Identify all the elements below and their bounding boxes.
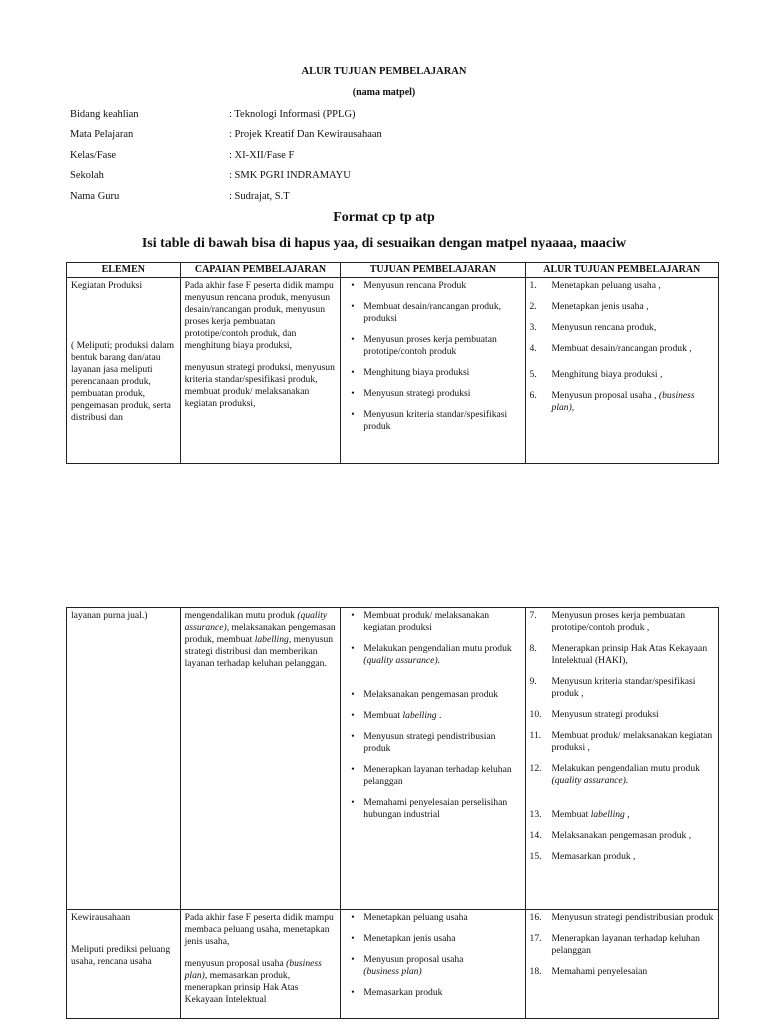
- list-item: 10. Menyusun strategi produksi: [529, 709, 659, 720]
- info-value-sekolah: : SMK PGRI INDRAMAYU: [229, 170, 351, 181]
- elemen-desc: Meliputi prediksi peluang usaha, rencana usaha: [71, 944, 171, 967]
- format-heading: Format cp tp atp: [333, 210, 435, 225]
- document-title: ALUR TUJUAN PEMBELAJARAN: [301, 66, 467, 77]
- list-item: • Menyusun proposal usaha (business plan): [363, 954, 520, 978]
- capaian-text: menyusun proposal usaha (business plan), memasarkan produk, menerapkan prinsip Hak Atas Kekayaan Intelektual: [184, 958, 322, 1005]
- list-item: • Menyusun kriteria standar/spesifikasi produk: [363, 409, 520, 433]
- list-item: • Memasarkan produk: [363, 987, 520, 999]
- list-item: 3. Menyusun rencana produk,: [529, 322, 657, 333]
- info-value-guru: : Sudrajat, S.T: [229, 191, 290, 202]
- list-item: 11. Membuat produk/ melaksanakan kegiatan produksi ,: [529, 730, 713, 753]
- list-item: • Memahami penyelesaian perselisihan hubungan industrial: [363, 797, 520, 821]
- info-label-guru: Nama Guru: [70, 191, 120, 202]
- tujuan-cell: [341, 278, 525, 464]
- list-item: 18. Memahami penyelesaian: [529, 966, 648, 977]
- header-elemen: ELEMEN: [67, 263, 181, 278]
- capaian-text: Pada akhir fase F peserta didik mampu menyusun rencana produk, menyusun desain/rancangan produk, menyusun proses kerja pembuatan prototipe/contoh produk, dan menghitung biaya produksi,: [184, 280, 334, 351]
- capaian-cell: [180, 910, 341, 1019]
- tujuan-list: [345, 912, 520, 999]
- list-item: • Melakukan pengendalian mutu produk (quality assurance).: [363, 643, 520, 667]
- elemen-cell: [67, 910, 181, 1019]
- header-tujuan: TUJUAN PEMBELAJARAN: [341, 263, 525, 278]
- list-item: • Membuat desain/rancangan produk, produksi: [363, 301, 520, 325]
- list-item: 6. Menyusun proposal usaha , (business plan),: [529, 390, 695, 413]
- table-header-row: [67, 263, 719, 278]
- elemen-cell: [67, 278, 181, 464]
- list-item: • Menyusun proses kerja pembuatan prototipe/contoh produk: [363, 334, 520, 358]
- instruction-note: Isi table di bawah bisa di hapus yaa, di sesuaikan dengan matpel nyaaaa, maaciw: [141, 236, 627, 251]
- alur-cell: [525, 278, 718, 464]
- list-item: 16. Menyusun strategi pendistribusian produk: [529, 912, 714, 923]
- table-row: [67, 608, 719, 910]
- list-item: • Menerapkan layanan terhadap keluhan pelanggan: [363, 764, 520, 788]
- tujuan-cell: [341, 910, 525, 1019]
- alur-list: [530, 610, 714, 863]
- learning-table-part2: [66, 607, 719, 1019]
- elemen-name: layanan purna jual.): [71, 610, 148, 621]
- header-alur: ALUR TUJUAN PEMBELAJARAN: [525, 263, 718, 278]
- list-item: 4. Membuat desain/rancangan produk ,: [529, 343, 692, 354]
- elemen-cell: [67, 608, 181, 910]
- elemen-name: Kewirausahaan: [71, 912, 131, 923]
- list-item: 8. Menerapkan prinsip Hak Atas Kekayaan Intelektual (HAKI),: [529, 643, 708, 666]
- list-item: 12. Melakukan pengendalian mutu produk (quality assurance).: [529, 763, 700, 786]
- document-subtitle: (nama matpel): [352, 87, 416, 98]
- learning-table-part1: [66, 262, 719, 464]
- list-item: • Melaksanakan pengemasan produk: [363, 689, 520, 701]
- list-item: 17. Menerapkan layanan terhadap keluhan pelanggan: [529, 933, 700, 956]
- table-row: [67, 910, 719, 1019]
- list-item: 15. Memasarkan produk ,: [529, 851, 636, 862]
- list-item: 9. Menyusun kriteria standar/spesifikasi produk ,: [529, 676, 696, 699]
- elemen-desc: ( Meliputi; produksi dalam bentuk barang dan/atau layanan jasa meliputi perencanaan produk, pembuatan produk, pengemasan produk, serta distribusi dan: [71, 340, 175, 423]
- list-item: • Menghitung biaya produksi: [363, 367, 520, 379]
- alur-list: [530, 912, 714, 978]
- list-item: 2. Menetapkan jenis usaha ,: [529, 301, 649, 312]
- alur-cell: [525, 910, 718, 1019]
- list-item: 13. Membuat labelling ,: [529, 809, 630, 820]
- alur-list: [530, 280, 714, 414]
- elemen-name: Kegiatan Produksi: [71, 280, 143, 291]
- list-item: • Menetapkan jenis usaha: [363, 933, 520, 945]
- info-label-mapel: Mata Pelajaran: [70, 129, 134, 140]
- alur-cell: [525, 608, 718, 910]
- tujuan-list: [345, 610, 520, 821]
- list-item: 5. Menghitung biaya produksi ,: [529, 369, 663, 380]
- tujuan-list: [345, 280, 520, 433]
- capaian-cell: [180, 278, 341, 464]
- list-item: • Menyusun strategi produksi: [363, 388, 520, 400]
- list-item: 7. Menyusun proses kerja pembuatan prototipe/contoh produk ,: [529, 610, 686, 633]
- info-label-sekolah: Sekolah: [70, 170, 104, 181]
- tujuan-cell: [341, 608, 525, 910]
- header-capaian: CAPAIAN PEMBELAJARAN: [180, 263, 341, 278]
- list-item: • Menetapkan peluang usaha: [363, 912, 520, 924]
- info-label-bidang: Bidang keahlian: [70, 109, 139, 120]
- info-value-bidang: : Teknologi Informasi (PPLG): [229, 109, 356, 120]
- capaian-text: mengendalikan mutu produk (quality assurance), melaksanakan pengemasan produk, membuat labelling, menyusun strategi distribusi dan memberikan layanan terhadap keluhan pelanggan.: [184, 610, 336, 669]
- info-value-kelas: : XI-XII/Fase F: [229, 150, 295, 161]
- list-item: 1. Menetapkan peluang usaha ,: [529, 280, 661, 291]
- capaian-text: Pada akhir fase F peserta didik mampu membaca peluang usaha, menetapkan jenis usaha,: [184, 912, 334, 947]
- info-value-mapel: : Projek Kreatif Dan Kewirausahaan: [229, 129, 382, 140]
- capaian-cell: [180, 608, 341, 910]
- list-item: • Membuat labelling .: [363, 710, 520, 722]
- list-item: • Menyusun rencana Produk: [363, 280, 520, 292]
- list-item: • Menyusun strategi pendistribusian produk: [363, 731, 520, 755]
- table-row: [67, 278, 719, 464]
- list-item: 14. Melaksanakan pengemasan produk ,: [529, 830, 692, 841]
- capaian-text: menyusun strategi produksi, menyusun kriteria standar/spesifikasi produk, membuat produk/ melaksanakan kegiatan produksi,: [184, 362, 335, 409]
- list-item: • Membuat produk/ melaksanakan kegiatan produksi: [363, 610, 520, 634]
- info-label-kelas: Kelas/Fase: [70, 150, 117, 161]
